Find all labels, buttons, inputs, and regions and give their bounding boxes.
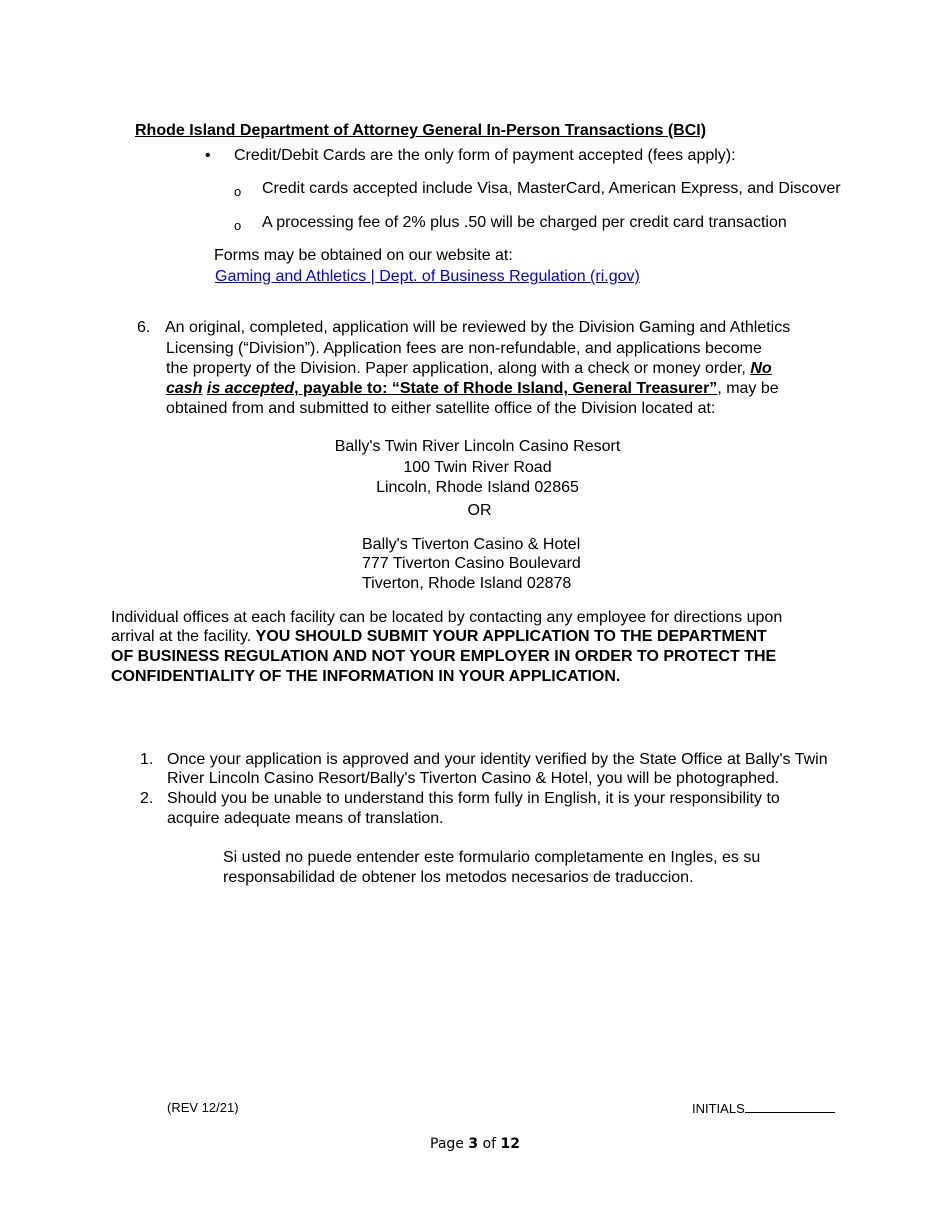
offices-line2-text: arrival at the facility. — [111, 628, 256, 645]
list-item-1-number: 1. — [140, 751, 154, 768]
payment-bullet: Credit/Debit Cards are the only form of payment accepted (fees apply): — [234, 147, 736, 164]
item-6-line4 — [166, 379, 779, 399]
offices-line3: OF BUSINESS REGULATION AND NOT YOUR EMPLOYER IN ORDER TO PROTECT THE — [111, 648, 777, 665]
is-accepted-emphasis: is accepted — [206, 380, 295, 397]
item-6-line3 — [166, 359, 772, 379]
may-be-text: , may be — [717, 380, 779, 397]
revision-label: (REV 12/21) — [167, 1100, 239, 1115]
item-6-number: 6. — [137, 319, 151, 336]
initials-line[interactable] — [745, 1098, 835, 1113]
sub-bullet-circle: o — [234, 218, 242, 233]
address2-line2: 777 Tiverton Casino Boulevard — [362, 555, 581, 572]
address2-line1: Bally's Tiverton Casino & Hotel — [362, 536, 581, 553]
cash-emphasis: cash — [166, 380, 203, 397]
forms-text: Forms may be obtained on our website at: — [214, 247, 513, 264]
initials-label: INITIALS — [692, 1101, 745, 1116]
list-item-2-line1: Should you be unable to understand this form fully in English, it is your responsibility to — [167, 790, 780, 807]
offices-warning-start: YOU SHOULD SUBMIT YOUR APPLICATION TO THE DEPARTMENT — [255, 628, 767, 645]
total-pages: 12 — [500, 1136, 520, 1152]
item-6-line1: An original, completed, application will be reviewed by the Division Gaming and Athletics — [165, 319, 791, 336]
offices-line2 — [111, 627, 767, 647]
page-word: Page — [430, 1136, 464, 1152]
page-number — [0, 1134, 950, 1154]
payable-to: , payable to: “State of Rhode Island, General Treasurer” — [294, 380, 718, 397]
or-separator: OR — [467, 502, 492, 519]
sub-bullet-circle: o — [234, 184, 242, 199]
sub-item-fee: A processing fee of 2% plus .50 will be charged per credit card transaction — [262, 214, 787, 231]
list-item-2-line2: acquire adequate means of translation. — [167, 810, 444, 827]
spanish-line1: Si usted no puede entender este formulario completamente en Ingles, es su — [223, 849, 761, 866]
initials-field[interactable] — [692, 1098, 835, 1119]
bullet-dot: • — [205, 147, 211, 164]
sub-item-cards: Credit cards accepted include Visa, MasterCard, American Express, and Discover — [262, 180, 841, 197]
offices-line1: Individual offices at each facility can be located by contacting any employee for directions upon — [111, 609, 783, 626]
website-link[interactable]: Gaming and Athletics | Dept. of Business Regulation (ri.gov) — [215, 268, 640, 285]
current-page: 3 — [468, 1136, 479, 1152]
list-item-1-line1: Once your application is approved and your identity verified by the State Office at Bally's Twin — [167, 751, 828, 768]
address2-line3: Tiverton, Rhode Island 02878 — [362, 575, 572, 592]
spanish-line2: responsabilidad de obtener los metodos necesarios de traduccion. — [223, 869, 694, 886]
address1-line2: 100 Twin River Road — [403, 459, 552, 476]
item-6-line3-text: the property of the Division. Paper application, along with a check or money order, — [166, 360, 751, 377]
list-item-1-line2: River Lincoln Casino Resort/Bally's Tiverton Casino & Hotel, you will be photographed. — [167, 770, 780, 787]
of-word: of — [482, 1136, 497, 1152]
address1-line3: Lincoln, Rhode Island 02865 — [376, 479, 579, 496]
no-cash-emphasis: No — [750, 360, 772, 377]
offices-line4: CONFIDENTIALITY OF THE INFORMATION IN YOUR APPLICATION. — [111, 668, 621, 685]
list-item-2-number: 2. — [140, 790, 154, 807]
address1-line1: Bally's Twin River Lincoln Casino Resort — [334, 438, 621, 455]
item-6-line5: obtained from and submitted to either satellite office of the Division located at: — [166, 400, 716, 417]
bci-heading: Rhode Island Department of Attorney General In-Person Transactions (BCI) — [135, 122, 707, 139]
item-6-line2: Licensing (“Division”). Application fees are non-refundable, and applications become — [166, 340, 762, 357]
